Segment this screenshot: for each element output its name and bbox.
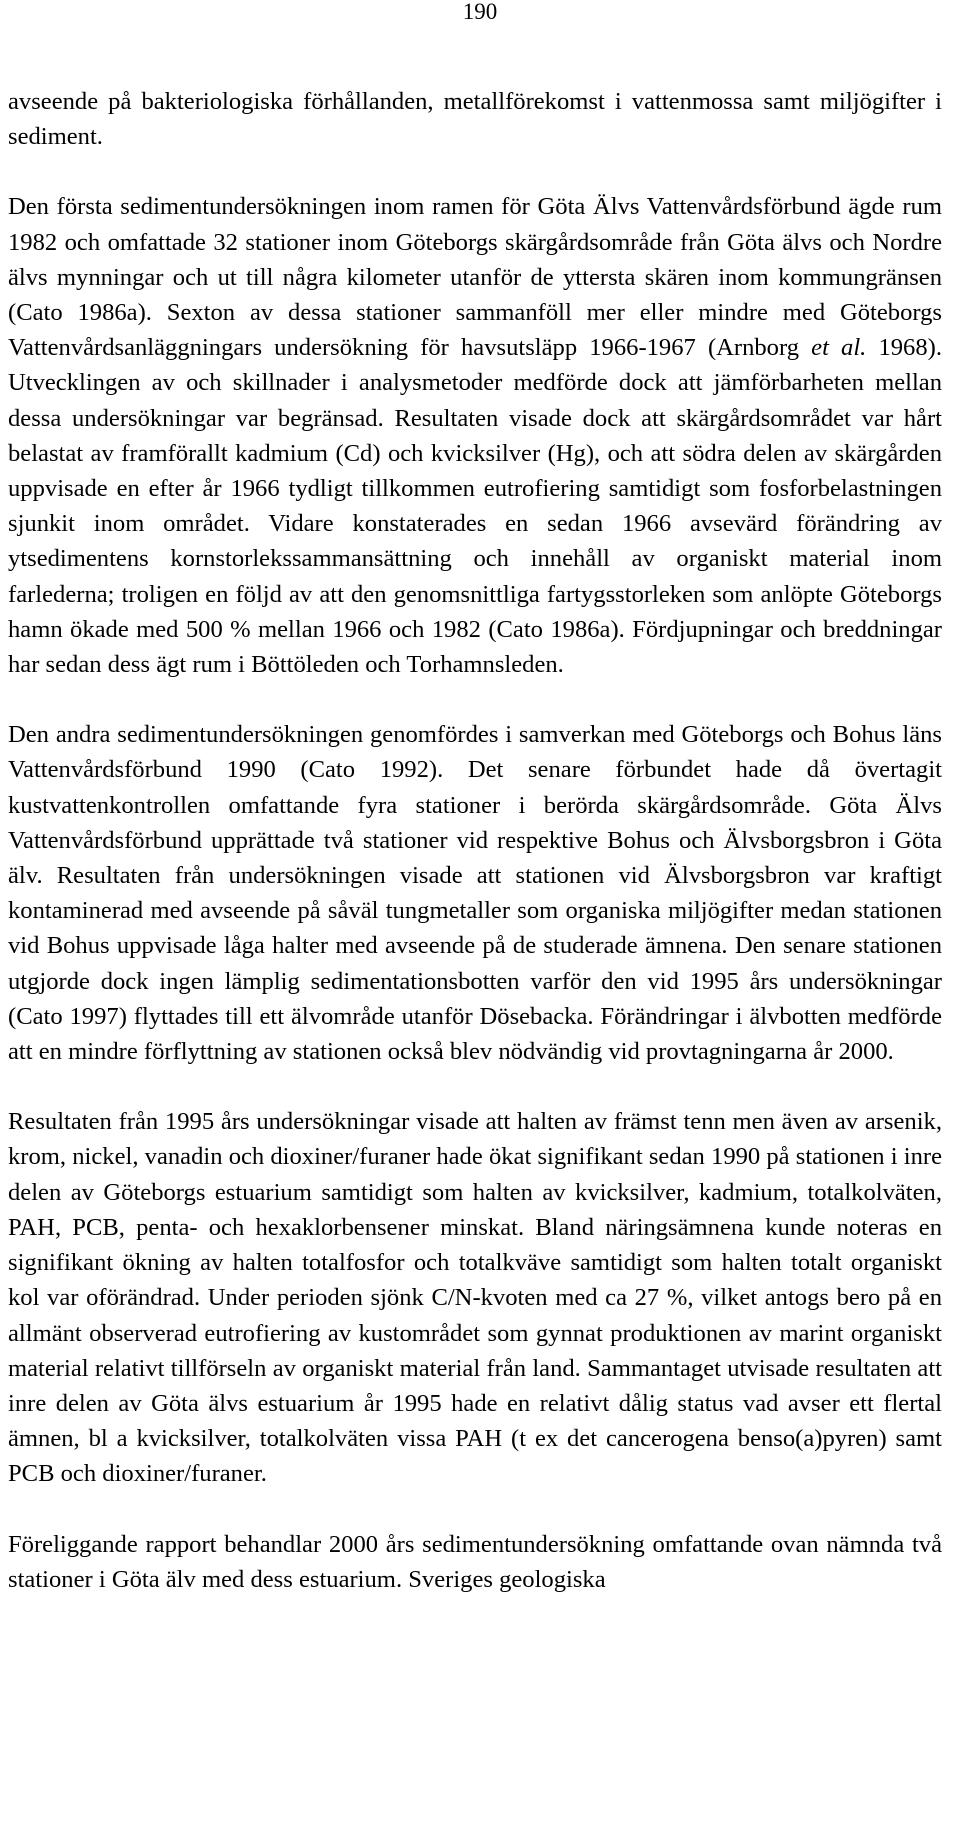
paragraph-2-text-a: Den första sedimentundersökningen inom ramen för Göta Älvs Vattenvårdsförbund ägde rum 1982 och omfattade 32 stationer inom Göteborgs skärgårdsområde från Göta älvs och Nordre älvs mynningar och ut till några kilometer utanför de yttersta skären inom kommungränsen (Cato 1986a). Sexton av dessa stationer sammanföll mer eller mindre med Göteborgs Vattenvårdsanläggningars undersökning för havsutsläpp 1966-1967 (Arnborg (8, 193, 942, 362)
paragraph-2-italic: et al. (811, 334, 867, 362)
body-text (8, 84, 942, 1597)
page-number: 190 (462, 0, 498, 24)
paragraph-2-text-b: 1968). Utvecklingen av och skillnader i analysmetoder medförde dock att jämförbarheten mellan dessa undersökningar var begränsad. Resultaten visade dock att skärgårdsområdet var hårt belastat av framförallt kadmium (Cd) och kvicksilver (Hg), och att södra delen av skärgården uppvisade en efter år 1966 tydligt tillkommen eutrofiering samtidigt som fosforbelastningen sjunkit inom området. Vidare konstaterades en sedan 1966 avsevärd förändring av ytsedimentens kornstorlekssammansättning och innehåll av organiskt material inom farlederna; troligen en följd av att den genomsnittliga fartygsstorleken som anlöpte Göteborgs hamn ökade med 500 % mellan 1966 och 1982 (Cato 1986a). Fördjupningar och breddningar har sedan dess ägt rum i Böttöleden och Torhamnsleden. (8, 334, 942, 679)
paragraph-5: Föreliggande rapport behandlar 2000 års sedimentundersökning omfattande ovan nämnda två stationer i Göta älv med dess estuarium. Sveriges geologiska (8, 1530, 942, 1593)
paragraph-1: avseende på bakteriologiska förhållanden, metallförekomst i vattenmossa samt miljögifter i sediment. (8, 88, 942, 151)
paragraph-3: Den andra sedimentundersökningen genomfördes i samverkan med Göteborgs och Bohus läns Vattenvårdsförbund 1990 (Cato 1992). Det senare förbundet hade då övertagit kustvattenkontrollen omfattande fyra stationer i berörda skärgårdsområde. Göta Älvs Vattenvårdsförbund upprättade två stationer vid respektive Bohus och Älvsborgsbron i Göta älv. Resultaten från undersökningen visade att stationen vid Älvsborgsbron var kraftigt kontaminerad med avseende på såväl tungmetaller som organiska miljögifter medan stationen vid Bohus uppvisade låga halter med avseende på de studerade ämnena. Den senare stationen utgjorde dock ingen lämplig sedimentationsbotten varför den vid 1995 års undersökningar (Cato 1997) flyttades till ett älvområde utanför Dösebacka. Förändringar i älvbotten medförde att en mindre förflyttning av stationen också blev nödvändig vid provtagningarna år 2000. (8, 721, 942, 1066)
paragraph-2 (8, 189, 942, 682)
paragraph-4: Resultaten från 1995 års undersökningar visade att halten av främst tenn men även av arsenik, krom, nickel, vanadin och dioxiner/furaner hade ökat signifikant sedan 1990 på stationen i inre delen av Göteborgs estuarium samtidigt som halten av kvicksilver, kadmium, totalkolväten, PAH, PCB, penta- och hexaklorbensener minskat. Bland näringsämnena kunde noteras en signifikant ökning av halten totalfosfor och totalkväve samtidigt som halten totalt organiskt kol var oförändrad. Under perioden sjönk C/N-kvoten med ca 27 %, vilket antogs bero på en allmänt observerad eutrofiering av kustområdet som gynnat produktionen av marint organiskt material relativt tillförseln av organiskt material från land. Sammantaget utvisade resultaten att inre delen av Göta älvs estuarium år 1995 hade en relativt dålig status vad avser ett flertal ämnen, bl a kvicksilver, totalkolväten vissa PAH (t ex det cancerogena benso(a)pyren) samt PCB och dioxiner/furaner. (8, 1108, 942, 1488)
